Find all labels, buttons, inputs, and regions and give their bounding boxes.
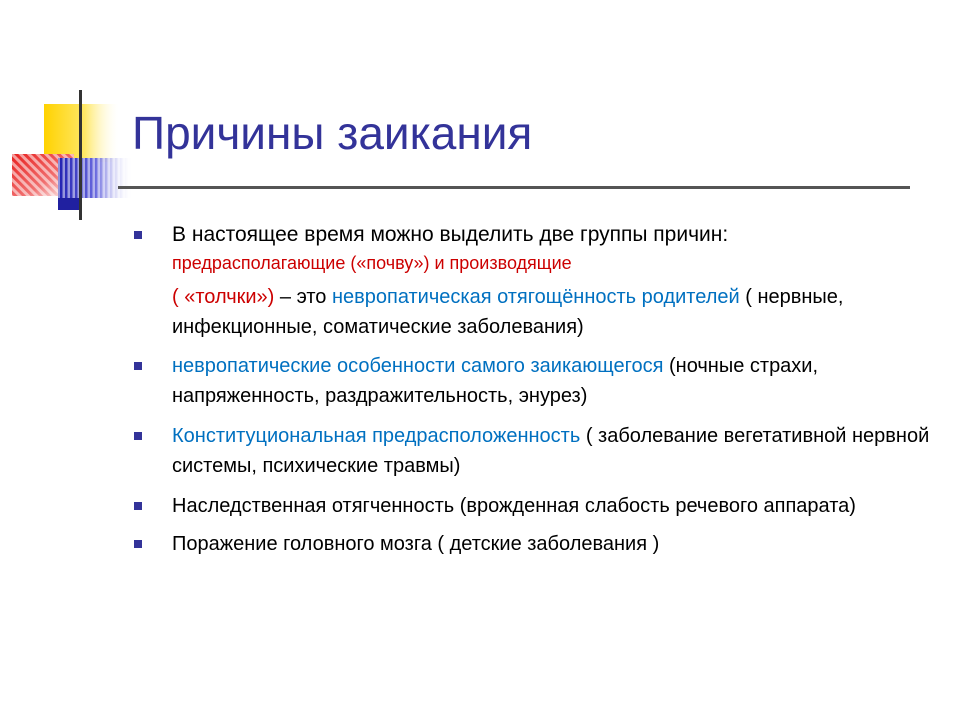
bullet-square-icon (134, 362, 142, 370)
slide-title: Причины заикания (132, 107, 533, 159)
bullet-highlight-text: невропатические особенности самого заикающегося (172, 355, 664, 377)
bullet-highlight-text: Конституциональная предрасположенность (172, 425, 581, 447)
bullet-rest-text: ( нервные, инфекционные, соматические заболевания) (172, 286, 844, 338)
bullet-rest-text: ( заболевание вегетативной нервной системы, психические травмы) (172, 425, 930, 477)
deco-vertical-line (79, 90, 82, 220)
bullet-paragraph (172, 351, 932, 411)
bullet-mid-text: – это (274, 286, 332, 308)
list-item (132, 220, 932, 276)
bullet-square-icon (134, 540, 142, 548)
list-item (132, 529, 932, 559)
bullet-paragraph (172, 282, 932, 342)
list-item (132, 421, 932, 481)
title-underline (118, 186, 910, 189)
bullet-square-icon (134, 432, 142, 440)
list-item (132, 491, 932, 521)
bullet-subtext: предрасполагающие («почву») и производящие (172, 253, 572, 273)
bullet-square-icon (134, 231, 142, 239)
bullet-square-icon (134, 502, 142, 510)
bullet-red-text: ( «толчки») (172, 286, 275, 308)
bullet-highlight-text: невропатическая отягощённость родителей (331, 286, 740, 308)
list-item (132, 351, 932, 411)
bullet-text: Наследственная отягченность (врожденная слабость речевого аппарата) (172, 495, 856, 517)
bullet-list (132, 220, 932, 559)
bullet-paragraph (172, 421, 932, 481)
bullet-rest-text: (ночные страхи, напряженность, раздражительность, энурез) (172, 355, 819, 407)
bullet-text: В настоящее время можно выделить две группы причин: (172, 223, 729, 246)
bullet-text: Поражение головного мозга ( детские заболевания ) (172, 533, 660, 555)
list-item (132, 282, 932, 342)
